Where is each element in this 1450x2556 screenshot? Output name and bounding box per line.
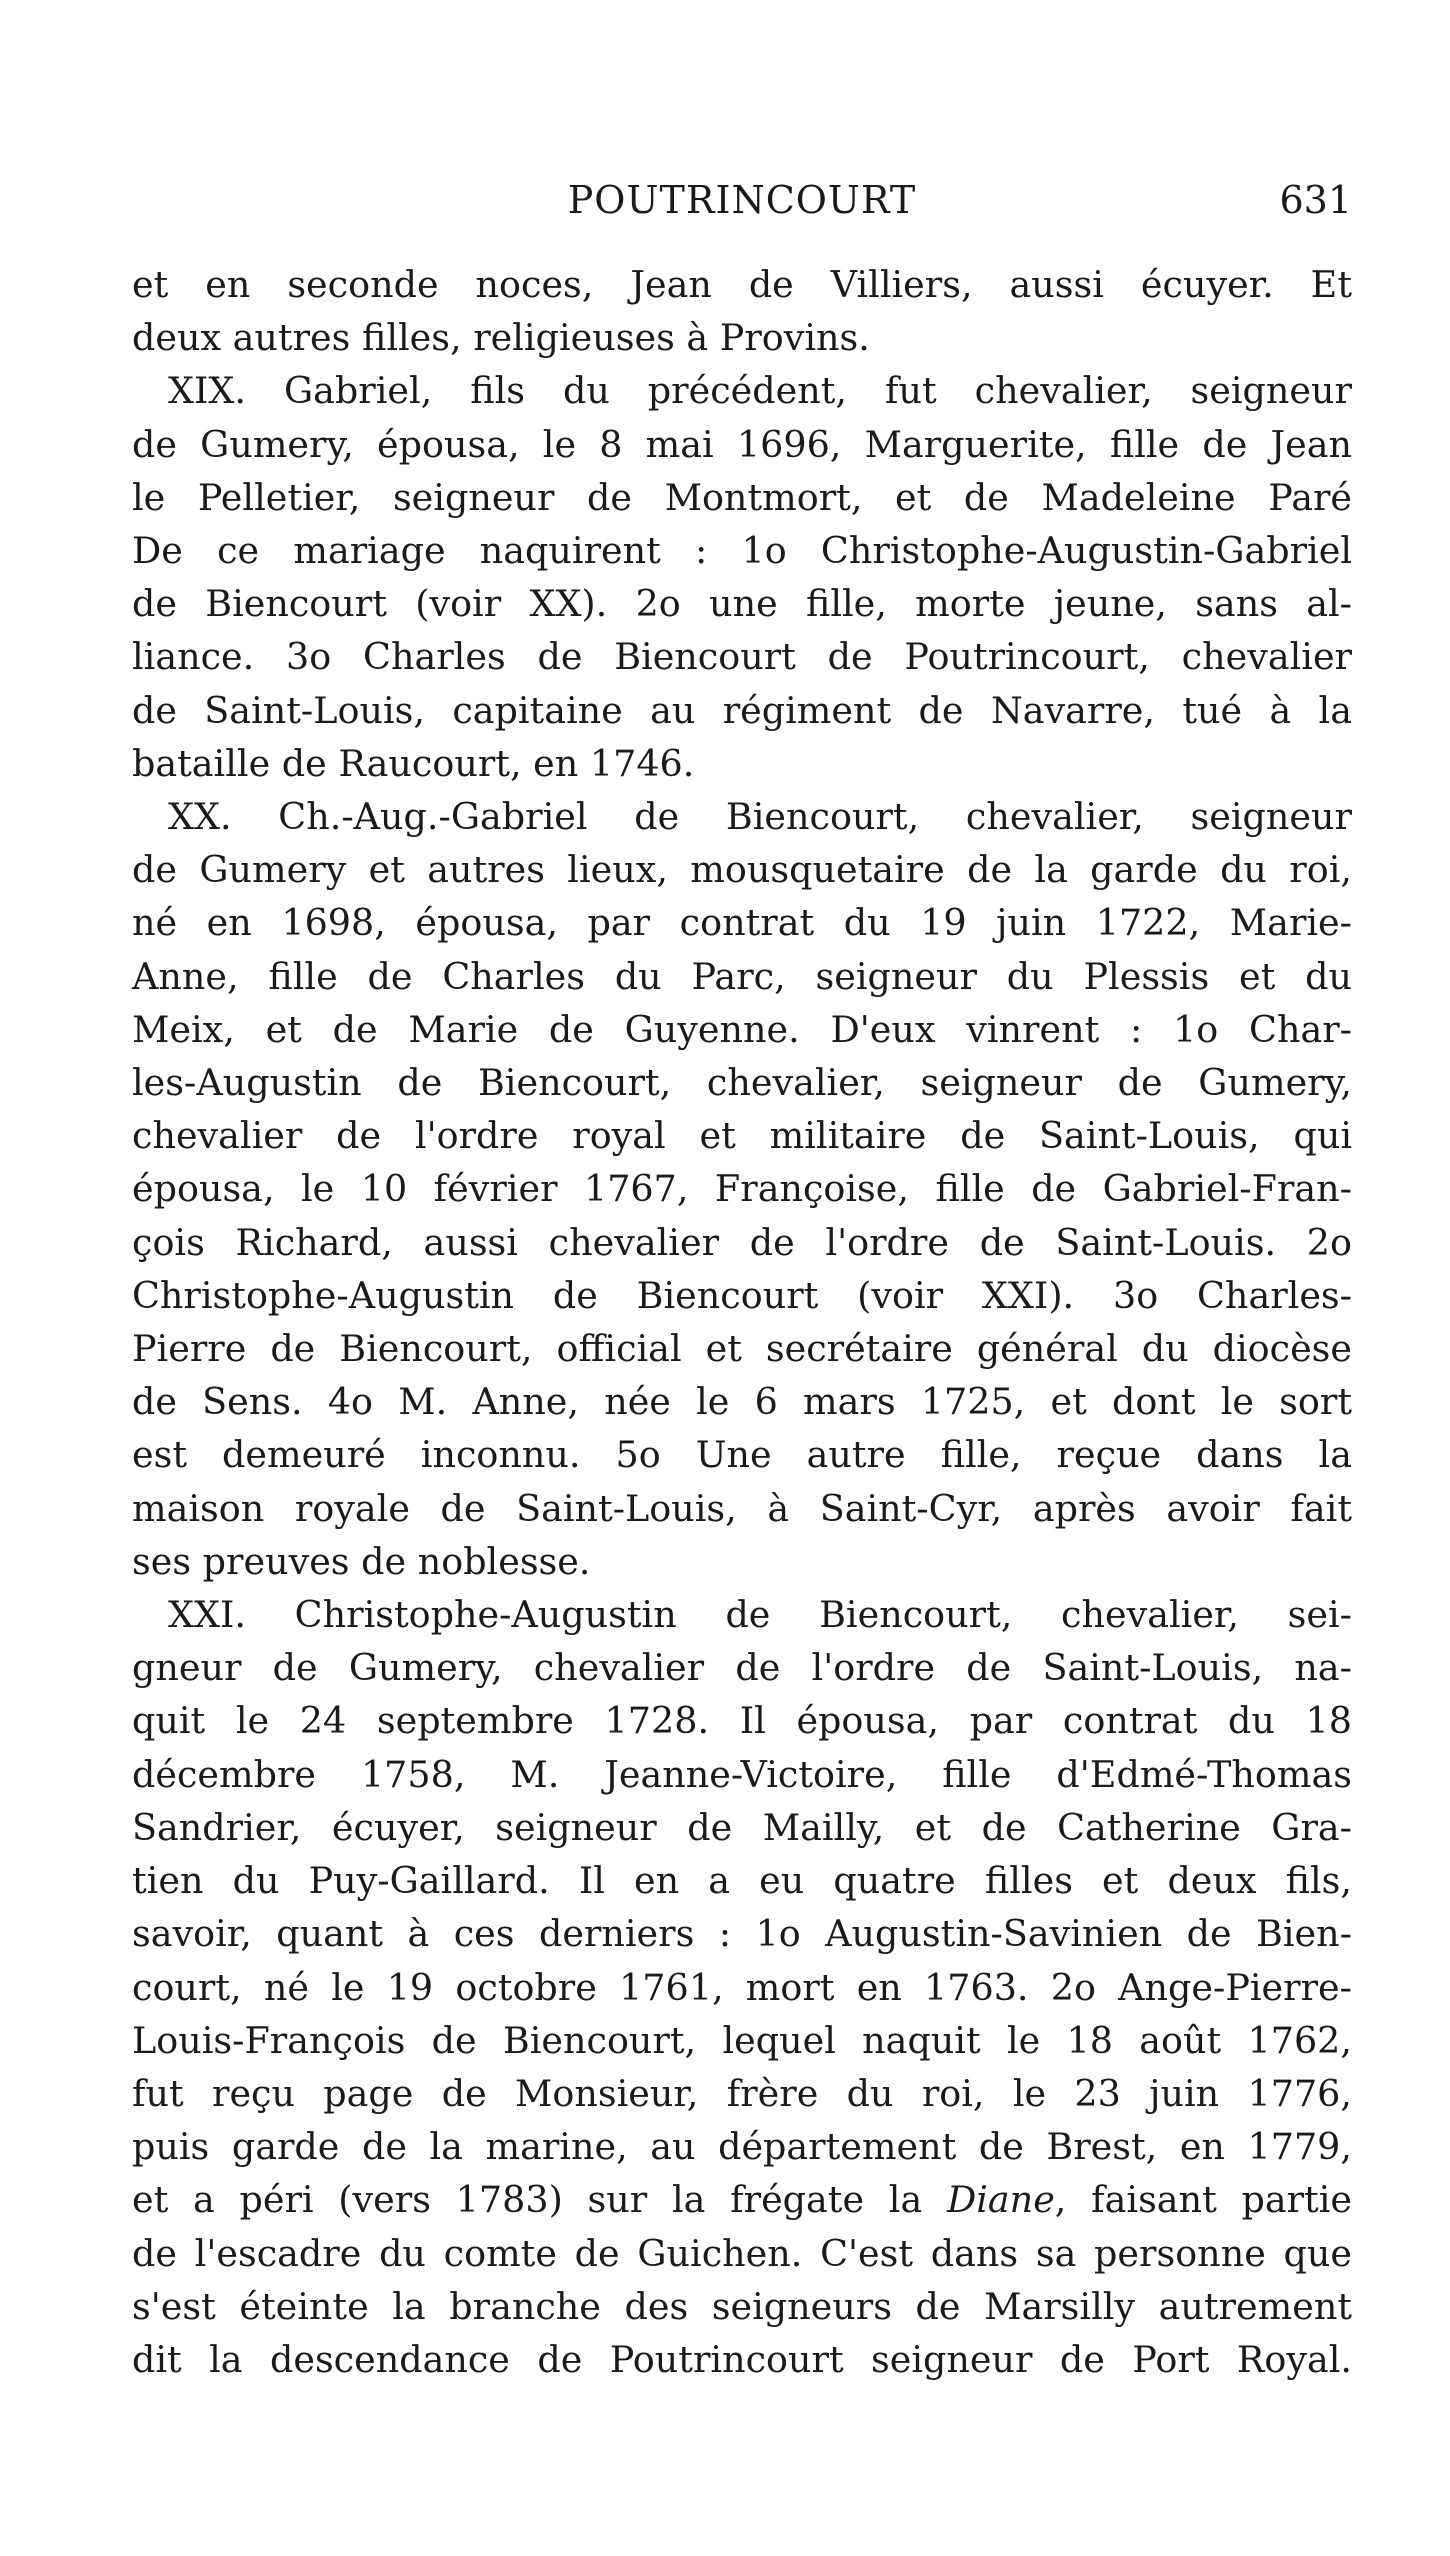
text-line: de Saint-Louis, capitaine au régiment de Navarre, tué à la (132, 688, 1352, 732)
text-line: Meix, et de Marie de Guyenne. D'eux vinrent : 1o Char- (132, 1007, 1352, 1051)
text-line: dit la descendance de Poutrincourt seigneur de Port Royal. (132, 2337, 1352, 2381)
text-line: liance. 3o Charles de Biencourt de Poutrincourt, chevalier (132, 635, 1352, 679)
text-line: Christophe-Augustin de Biencourt (voir XXI). 3o Charles- (132, 1273, 1352, 1317)
text-line: bataille de Raucourt, en 1746. (132, 741, 695, 785)
text-line: et a péri (vers 1783) sur la frégate la Diane, faisant partie (132, 2178, 1352, 2222)
text-line: s'est éteinte la branche des seigneurs de Marsilly autrement (132, 2284, 1352, 2328)
paragraph-xix-first-line: XIX. Gabriel, fils du précédent, fut chevalier, seigneur (168, 369, 1352, 413)
text-line: chevalier de l'ordre royal et militaire de Saint-Louis, qui (132, 1114, 1352, 1158)
text-line: ses preuves de noblesse. (132, 1539, 591, 1583)
text-line: Pierre de Biencourt, official et secrétaire général du diocèse (132, 1327, 1352, 1371)
text-line: çois Richard, aussi chevalier de l'ordre de Saint-Louis. 2o (132, 1220, 1352, 1264)
text-line: est demeuré inconnu. 5o Une autre fille, reçue dans la (132, 1433, 1352, 1477)
text-line: le Pelletier, seigneur de Montmort, et de Madeleine Paré (132, 475, 1352, 519)
text-line: les-Augustin de Biencourt, chevalier, seigneur de Gumery, (132, 1061, 1352, 1105)
text-line: Louis-François de Biencourt, lequel naquit le 18 août 1762, (132, 2018, 1352, 2062)
text-line: décembre 1758, M. Jeanne-Victoire, fille d'Edmé-Thomas (132, 1752, 1352, 1796)
text-line: né en 1698, épousa, par contrat du 19 juin 1722, Marie- (132, 901, 1352, 945)
text-line: de Sens. 4o M. Anne, née le 6 mars 1725, et dont le sort (132, 1380, 1352, 1424)
text-line: Anne, fille de Charles du Parc, seigneur du Plessis et du (132, 954, 1352, 998)
text-line: tien du Puy-Gaillard. Il en a eu quatre filles et deux fils, (132, 1859, 1352, 1903)
ship-name: Diane (946, 2178, 1055, 2222)
paragraph-xxi-first-line: XXI. Christophe-Augustin de Biencourt, chevalier, sei- (168, 1593, 1352, 1637)
text-line: de Gumery et autres lieux, mousquetaire de la garde du roi, (132, 848, 1352, 892)
text-line: et en seconde noces, Jean de Villiers, aussi écuyer. Et (132, 263, 1352, 306)
text-line: épousa, le 10 février 1767, Françoise, fille de Gabriel-Fran- (132, 1167, 1352, 1211)
text-line: maison royale de Saint-Louis, à Saint-Cyr, après avoir fait (132, 1486, 1352, 1530)
text-line: De ce mariage naquirent : 1o Christophe-Augustin-Gabriel (132, 529, 1352, 573)
page-number: 631 (1279, 178, 1352, 222)
text-line: Sandrier, écuyer, seigneur de Mailly, et de Catherine Gra- (132, 1805, 1352, 1849)
text-line: puis garde de la marine, au département de Brest, en 1779, (132, 2125, 1352, 2169)
text-line: quit le 24 septembre 1728. Il épousa, par contrat du 18 (132, 1699, 1352, 1743)
paragraph-xx-first-line: XX. Ch.-Aug.-Gabriel de Biencourt, chevalier, seigneur (168, 795, 1352, 839)
text-line: de Gumery, épousa, le 8 mai 1696, Marguerite, fille de Jean (132, 422, 1352, 466)
text-line: fut reçu page de Monsieur, frère du roi, le 23 juin 1776, (132, 2071, 1352, 2115)
running-title: POUTRINCOURT (567, 178, 917, 222)
running-header (132, 172, 1352, 228)
body-text (132, 258, 1352, 2386)
text-line: de Biencourt (voir XX). 2o une fille, morte jeune, sans al- (132, 582, 1352, 626)
text-line: de l'escadre du comte de Guichen. C'est dans sa personne que (132, 2231, 1352, 2275)
text-line: court, né le 19 octobre 1761, mort en 1763. 2o Ange-Pierre- (132, 1965, 1352, 2009)
text-line: savoir, quant à ces derniers : 1o Augustin-Savinien de Bien- (132, 1912, 1352, 1956)
text-line: gneur de Gumery, chevalier de l'ordre de Saint-Louis, na- (132, 1646, 1352, 1690)
text-line: deux autres filles, religieuses à Provins. (132, 316, 870, 360)
